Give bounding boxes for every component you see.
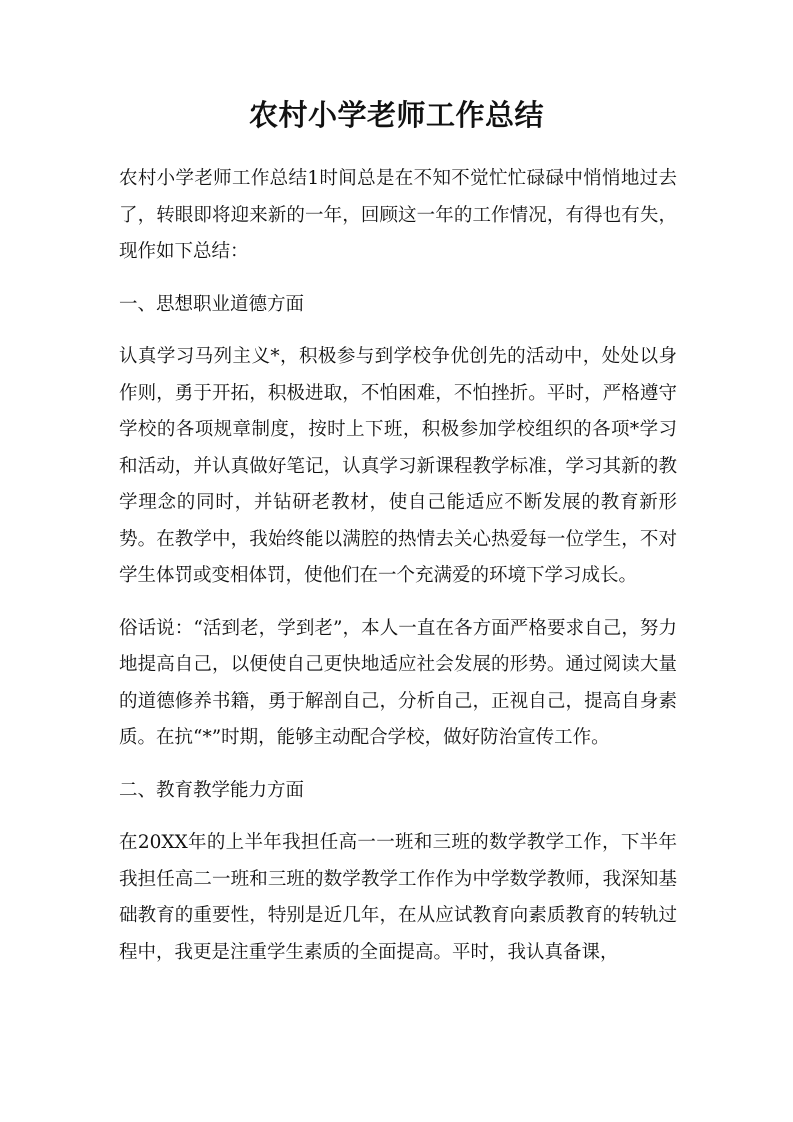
teaching-paragraph-1: 在20XX年的上半年我担任高一一班和三班的数学教学工作，下半年我担任高二一班和三班的数学教学工作作为中学数学教师，我深知基础教育的重要性，特别是近几年，在从应试教育向素质教育的转轨过程中，我更是注重学生素质的全面提高。平时，我认真备课，	[119, 832, 677, 963]
ethics-paragraph-2: 俗话说：“活到老，学到老”，本人一直在各方面严格要求自己，努力地提高自己，以便使自己更快地适应社会发展的形势。通过阅读大量的道德修养书籍，勇于解剖自己，分析自己，正视自己，提高自身素质。在抗“*”时期，能够主动配合学校，做好防治宣传工作。	[119, 617, 677, 748]
intro-paragraph: 农村小学老师工作总结1时间总是在不知不觉忙忙碌碌中悄悄地过去了，转眼即将迎来新的一年，回顾这一年的工作情况，有得也有失，现作如下总结：	[119, 168, 677, 262]
document-body	[119, 161, 677, 987]
section-heading-ethics: 一、思想职业道德方面	[119, 293, 305, 315]
document-title: 农村小学老师工作总结	[248, 98, 544, 132]
section-heading-teaching: 二、教育教学能力方面	[119, 779, 305, 801]
ethics-paragraph-1: 认真学习马列主义*，积极参与到学校争优创先的活动中，处处以身作则，勇于开拓，积极进取，不怕困难，不怕挫折。平时，严格遵守学校的各项规章制度，按时上下班，积极参加学校组织的各项*学习和活动，并认真做好笔记，认真学习新课程教学标准，学习其新的教学理念的同时，并钻研老教材，使自己能适应不断发展的教育新形势。在教学中，我始终能以满腔的热情去关心热爱每一位学生，不对学生体罚或变相体罚，使他们在一个充满爱的环境下学习成长。	[119, 346, 677, 586]
